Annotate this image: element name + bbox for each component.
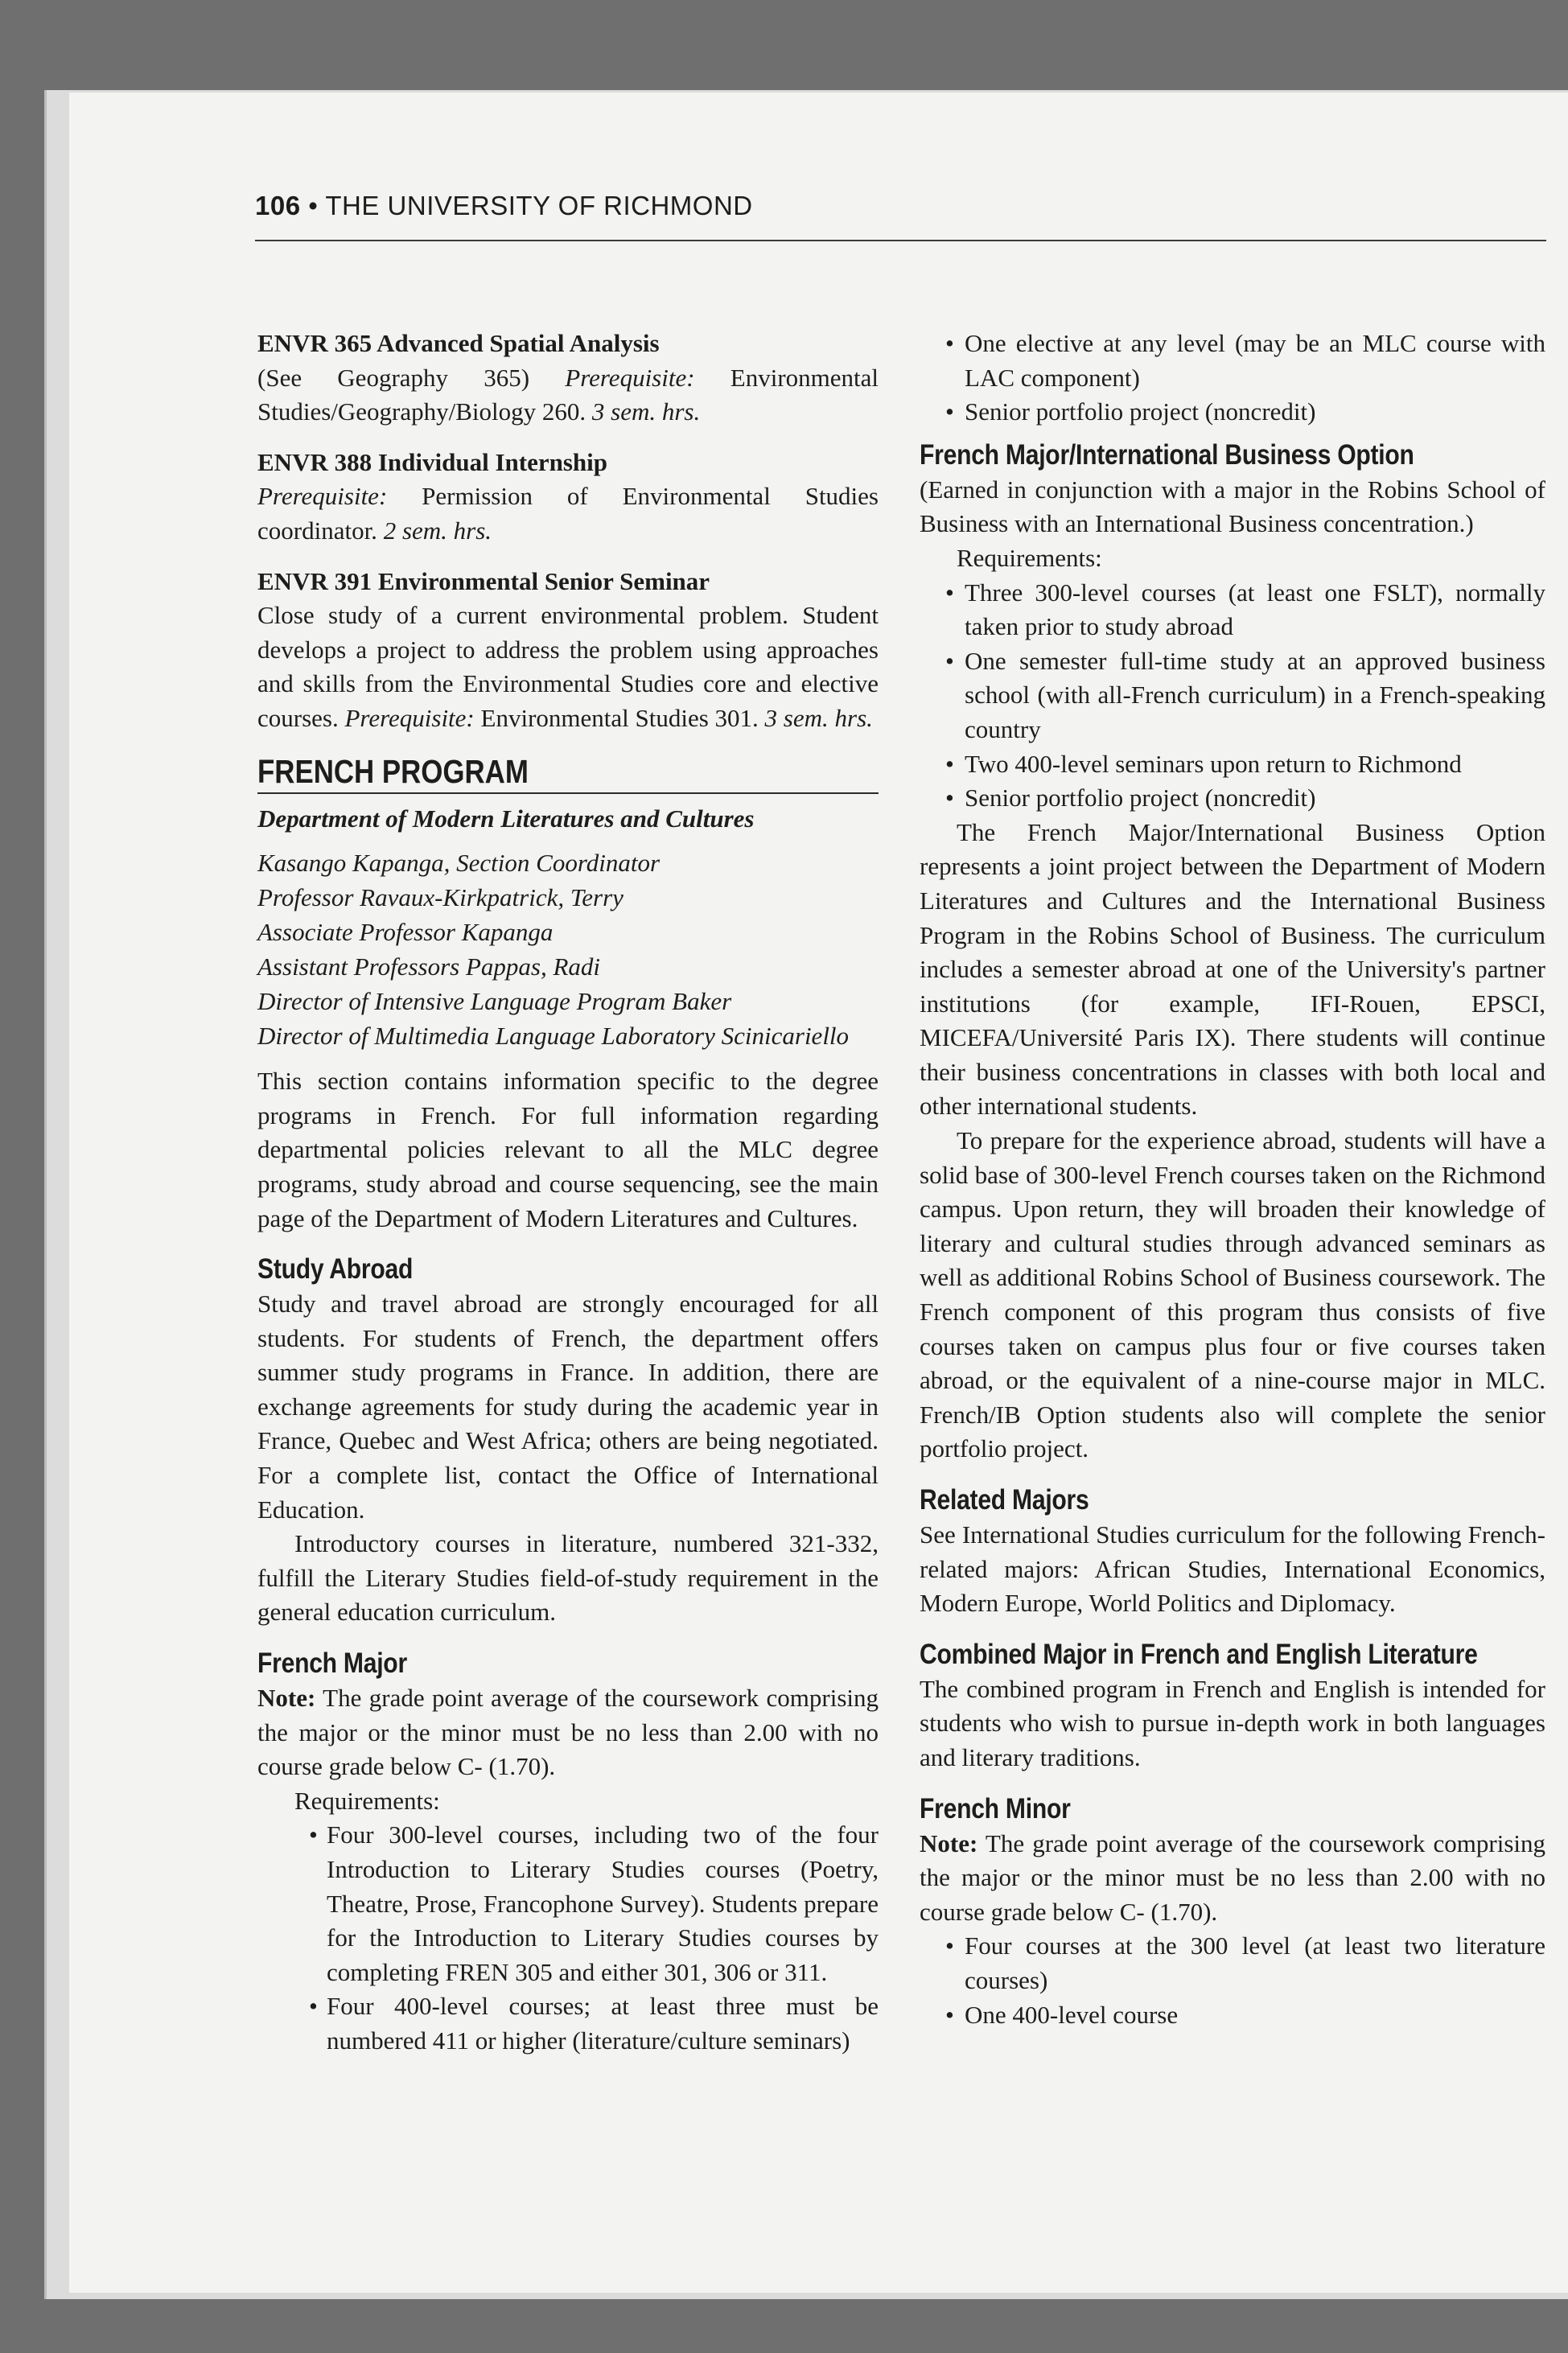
page-number: 106 bbox=[255, 191, 301, 220]
list-item: • One elective at any level (may be an MLC course with LAC component) bbox=[920, 327, 1545, 395]
header-rule bbox=[255, 240, 1546, 241]
list-item: • Senior portfolio project (noncredit) bbox=[920, 781, 1545, 816]
course-text: Environmental Studies 301. bbox=[474, 703, 765, 732]
faculty-line: Director of Multimedia Language Laboratory Scinicariello bbox=[257, 1022, 850, 1051]
list-item: • Four courses at the 300 level (at least two literature courses) bbox=[920, 1929, 1545, 1997]
list-item: • Senior portfolio project (noncredit) bbox=[920, 395, 1545, 430]
section-heading-combined-major: Combined Major in French and English Literature bbox=[920, 1638, 1478, 1670]
department-name: Department of Modern Literatures and Cultures bbox=[257, 804, 755, 833]
course-credit: 3 sem. hrs. bbox=[591, 397, 701, 426]
ib-requirements-list bbox=[920, 576, 1545, 816]
intro-paragraph: This section contains information specific to the degree programs in French. For full information regarding departmental policies relevant to all the MLC degree programs, study abroad and course sequencing, see the main page of the Department of Modern Literatures and Cultures. bbox=[257, 1067, 879, 1232]
course-title: ENVR 391 Environmental Senior Seminar bbox=[257, 566, 710, 595]
list-item: • Three 300-level courses (at least one FSLT), normally taken prior to study abroad bbox=[920, 576, 1545, 644]
ib-paragraph: To prepare for the experience abroad, students will have a solid base of 300-level French courses taken on the Richmond campus. Upon return, they will broaden their knowledge of literary and cultural studies through advanced seminars as well as additional Robins School of Business coursework. The French component of this program thus consists of five courses taken on campus plus four or five courses taken abroad, or the equivalent of a nine-course major in MLC. French/IB Option students also will complete the senior portfolio project. bbox=[920, 1126, 1545, 1463]
course-text: Permission of Environmental Studies coordinator. bbox=[257, 482, 879, 545]
study-abroad-paragraph: Study and travel abroad are strongly encouraged for all students. For students of French, the department offers summer study programs in France. In addition, there are exchange agreements for study during the academic year in France, Quebec and West Africa; others are being negotiated. For a complete list, contact the Office of International Education. bbox=[257, 1290, 879, 1524]
faculty-line: Associate Professor Kapanga bbox=[257, 918, 554, 947]
faculty-line: Professor Ravaux-Kirkpatrick, Terry bbox=[257, 883, 623, 912]
note-label: Note: bbox=[920, 1829, 978, 1857]
prereq-label: Prerequisite: bbox=[344, 703, 475, 732]
requirements-label: Requirements: bbox=[294, 1786, 440, 1815]
ib-intro: (Earned in conjunction with a major in the Robins School of Business with an International Business concentration.) bbox=[920, 475, 1545, 538]
section-heading-study-abroad: Study Abroad bbox=[257, 1253, 414, 1286]
course-envr391 bbox=[257, 565, 879, 736]
course-text: Close study of a current environmental problem. Student develops a project to address the problem using approaches and skills from the Environmental Studies core and elective courses. bbox=[257, 601, 879, 732]
course-text: Environmental Studies/Geography/Biology 260. bbox=[257, 363, 879, 426]
major-note bbox=[257, 1681, 879, 1784]
course-credit: 2 sem. hrs. bbox=[383, 516, 492, 545]
combined-paragraph: The combined program in French and English is intended for students who wish to pursue in-depth work in both languages and literary traditions. bbox=[920, 1674, 1545, 1771]
section-heading-french-minor: French Minor bbox=[920, 1792, 1071, 1824]
section-heading-ib-option: French Major/International Business Option bbox=[920, 438, 1414, 471]
note-text: The grade point average of the coursework comprising the major or the minor must be no less than 2.00 with no course grade below C- (1.70). bbox=[920, 1829, 1545, 1926]
course-description bbox=[257, 361, 879, 430]
running-title: THE UNIVERSITY OF RICHMOND bbox=[325, 191, 753, 220]
prereq-label: Prerequisite: bbox=[565, 363, 695, 392]
list-item: • Four 400-level courses; at least three must be numbered 411 or higher (literature/culture seminars) bbox=[257, 1989, 879, 2058]
program-heading bbox=[257, 752, 879, 794]
program-heading-text: FRENCH PROGRAM bbox=[257, 752, 529, 790]
course-description bbox=[257, 599, 879, 735]
list-item: • One semester full-time study at an approved business school (with all-French curriculum) in a French-speaking country bbox=[920, 644, 1545, 747]
major-requirements-list bbox=[257, 1818, 879, 2058]
faculty-line: Assistant Professors Pappas, Radi bbox=[257, 952, 600, 981]
list-item: • Four 300-level courses, including two of the four Introduction to Literary Studies courses (Poetry, Theatre, Prose, Francophone Survey). Students prepare for the Introduction to Literary Studies courses by completing FREN 305 and either 301, 306 or 311. bbox=[257, 1818, 879, 1989]
course-envr365 bbox=[257, 327, 879, 430]
list-item: • Two 400-level seminars upon return to Richmond bbox=[920, 747, 1545, 782]
ib-paragraph: The French Major/International Business Option represents a joint project between the Department of Modern Literatures and Cultures and the International Business Program in the Robins School of Business. The curriculum includes a semester abroad at one of the University's partner institutions (for example, IFI-Rouen, EPSCI, MICEFA/Université Paris IX). There students will continue their business concentrations in classes with both local and other international students. bbox=[920, 817, 1545, 1121]
section-heading-related-majors: Related Majors bbox=[920, 1484, 1089, 1516]
note-label: Note: bbox=[257, 1684, 316, 1713]
minor-note bbox=[920, 1827, 1545, 1930]
prereq-label: Prerequisite: bbox=[257, 482, 388, 511]
faculty-list bbox=[257, 845, 879, 1053]
study-abroad-paragraph: Introductory courses in literature, numbered 321-332, fulfill the Literary Studies field-of-study requirement in the general education curriculum. bbox=[257, 1529, 879, 1627]
course-text: (See Geography 365) bbox=[257, 363, 566, 392]
section-heading-french-major: French Major bbox=[257, 1648, 407, 1680]
major-requirements-continued bbox=[920, 327, 1545, 430]
faculty-line: Kasango Kapanga, Section Coordinator bbox=[257, 849, 661, 878]
list-item: • One 400-level course bbox=[920, 1998, 1545, 2033]
related-paragraph: See International Studies curriculum for the following French-related majors: African Studies, International Economics, Modern Europe, World Politics and Diplomacy. bbox=[920, 1520, 1545, 1618]
note-text: The grade point average of the coursework comprising the major or the minor must be no less than 2.00 with no course grade below C- (1.70). bbox=[257, 1684, 879, 1781]
faculty-line: Director of Intensive Language Program Baker bbox=[257, 987, 732, 1016]
course-description bbox=[257, 479, 879, 548]
minor-requirements-list bbox=[920, 1929, 1545, 2032]
left-column bbox=[257, 327, 879, 2059]
course-title: ENVR 388 Individual Internship bbox=[257, 447, 607, 476]
header-separator: • bbox=[308, 191, 319, 220]
running-header bbox=[255, 191, 1546, 221]
right-column bbox=[920, 327, 1545, 2032]
course-credit: 3 sem. hrs. bbox=[764, 703, 873, 732]
course-title: ENVR 365 Advanced Spatial Analysis bbox=[257, 329, 660, 357]
requirements-label: Requirements: bbox=[957, 543, 1102, 572]
course-envr388 bbox=[257, 446, 879, 549]
